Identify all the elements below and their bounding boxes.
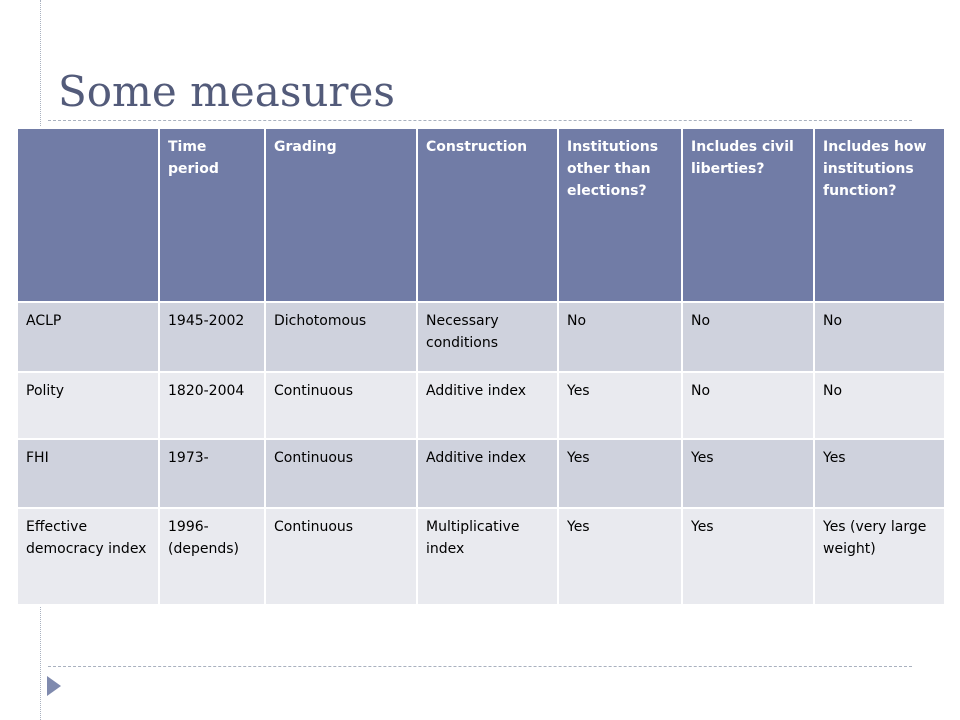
table-cell: Continuous [265, 372, 417, 439]
table-cell: Effective democracy index [17, 508, 159, 605]
table-cell: Dichotomous [265, 302, 417, 372]
table-cell: No [682, 302, 814, 372]
slide-title: Some measures [58, 67, 395, 116]
header-cell-grading: Grading [265, 128, 417, 302]
table-row [17, 302, 945, 372]
measures-table [16, 127, 946, 606]
table-row [17, 508, 945, 605]
table-cell: No [814, 372, 945, 439]
table-cell: 1996- (depends) [159, 508, 265, 605]
table-cell: 1973- [159, 439, 265, 508]
table-cell: No [814, 302, 945, 372]
table-cell: Yes [682, 508, 814, 605]
table-cell: Yes [814, 439, 945, 508]
table-cell: Additive index [417, 372, 558, 439]
header-cell-time-period: Time period [159, 128, 265, 302]
header-cell-institutions: Institutions other than elections? [558, 128, 682, 302]
table-cell: Polity [17, 372, 159, 439]
table-row [17, 372, 945, 439]
header-cell-empty [17, 128, 159, 302]
table-cell: Yes [558, 508, 682, 605]
header-cell-civil-liberties: Includes civil liberties? [682, 128, 814, 302]
table-cell: Multiplicative index [417, 508, 558, 605]
table-cell: Yes [558, 439, 682, 508]
table-row [17, 439, 945, 508]
footer-divider [48, 666, 912, 667]
table-cell: 1820-2004 [159, 372, 265, 439]
table-cell: ACLP [17, 302, 159, 372]
table-cell: No [682, 372, 814, 439]
triangle-bullet-icon [47, 676, 61, 696]
header-cell-institutions-function: Includes how institutions function? [814, 128, 945, 302]
header-cell-construction: Construction [417, 128, 558, 302]
table-cell: Yes [682, 439, 814, 508]
table-cell: Continuous [265, 508, 417, 605]
table-cell: Continuous [265, 439, 417, 508]
table-cell: FHI [17, 439, 159, 508]
table-cell: Yes [558, 372, 682, 439]
title-divider [48, 120, 912, 121]
table-cell: Yes (very large weight) [814, 508, 945, 605]
table-cell: No [558, 302, 682, 372]
table-header-row [17, 128, 945, 302]
table-cell: Necessary conditions [417, 302, 558, 372]
table-cell: 1945-2002 [159, 302, 265, 372]
table-cell: Additive index [417, 439, 558, 508]
